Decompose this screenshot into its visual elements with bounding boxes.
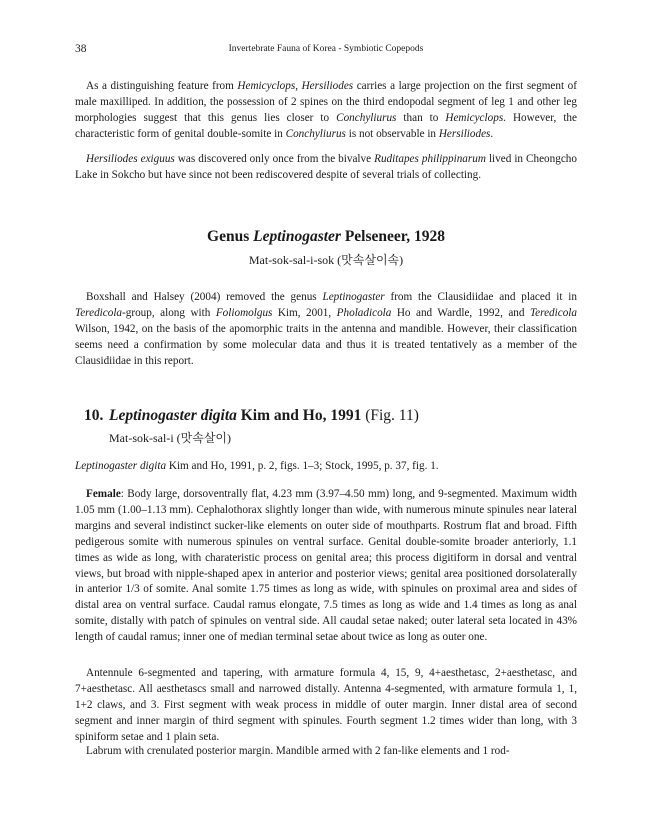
species-heading: 10. Leptinogaster digita Kim and Ho, 1991 (Fig. 11) — [84, 407, 419, 424]
antennule-description: Antennule 6-segmented and tapering, with armature formula 4, 15, 9, 4+aesthetasc, 2+aesthetasc, and 7+aesthetasc. All aesthetascs small and narrowed distally. Antenna 4-segmented, with armature formula 1, 1, 1+2 claws, and 3. First segment with weak process in middle of outer margin. Inner distal area of second segment and inner margin of third segment with spinules. Fourth segment 1.2 times wider than long, with 3 spiniform setae and 1 plain seta. — [75, 667, 577, 743]
species-korean-name: Mat-sok-sal-i (맛속살이) — [109, 431, 232, 445]
intro-paragraph-1: As a distinguishing feature from Hemicyclops, Hersiliodes carries a large projection on the first segment of male maxilliped. In addition, the possession of 2 spines on the third endopodal segment of leg 1 and other leg morphologies suggest that this genus lies closer to Conchyliurus than to Hemicyclops. However, the characteristic form of genital double-somite in Conchyliurus is not observable in Hersiliodes. — [75, 80, 577, 140]
female-description: Female: Body large, dorsoventrally flat, 4.23 mm (3.97–4.50 mm) long, and 9-segmented. Maximum width 1.05 mm (1.00–1.13 mm). Cephalothorax slightly longer than wide, with numerous minute spinules near lateral margins and several indistinct sucker-like elements on outer side of mouthparts. Rostrum flat and broad. Fifth pedigerous somite with numerous spinules on ventral surface. Genital double-somite broader anteriorly, 1.1 times as wide as long, with charateristic process on genital area; this process digitiform in dorsal and ventral views, but broad with nipple-shaped apex in anterior and posterior views; genital area positioned dorsolaterally in anterior 1/3 of somite. Anal somite 1.75 times as long as wide, with spinules on proximal area and sides of distal area on ventral surface. Caudal ramus elongate, 7.5 times as long as wide and 1.4 times as long as anal somite, distally with patch of spinules on ventral side. All caudal setae naked; outer lateral seta located in 43% length of caudal ramus; inner one of median terminal setae about twice as long as outer one. — [75, 488, 577, 644]
page-number: 38 — [75, 43, 87, 55]
synonymy: Leptinogaster digita Kim and Ho, 1991, p. 2, figs. 1–3; Stock, 1995, p. 37, fig. 1. — [75, 460, 439, 472]
genus-korean-name: Mat-sok-sal-i-sok (맛속살이속) — [248, 253, 404, 267]
intro-paragraph-2: Hersiliodes exiguus was discovered only once from the bivalve Ruditapes philippinarum lived in Cheongcho Lake in Sokcho but have since not been rediscovered despite of several trials of collecting. — [75, 153, 577, 181]
female-label: Female — [86, 488, 121, 500]
running-title: Invertebrate Fauna of Korea - Symbiotic Copepods — [228, 44, 424, 54]
page-header — [75, 43, 577, 59]
genus-heading: Genus Leptinogaster Pelseneer, 1928 — [207, 228, 445, 245]
genus-paragraph: Boxshall and Halsey (2004) removed the genus Leptinogaster from the Clausidiidae and placed it in Teredicola-group, along with Foliomolgus Kim, 2001, Pholadicola Ho and Wardle, 1992, and Teredicola Wilson, 1942, on the basis of the apomorphic traits in the antenna and mandible. However, their classification seems need a confirmation by some molecular data and thus it is treated tentatively as a member of the Clausidiidae in this report. — [75, 291, 577, 367]
labrum-description: Labrum with crenulated posterior margin. Mandible armed with 2 fan-like elements and 1 rod- — [86, 745, 510, 757]
